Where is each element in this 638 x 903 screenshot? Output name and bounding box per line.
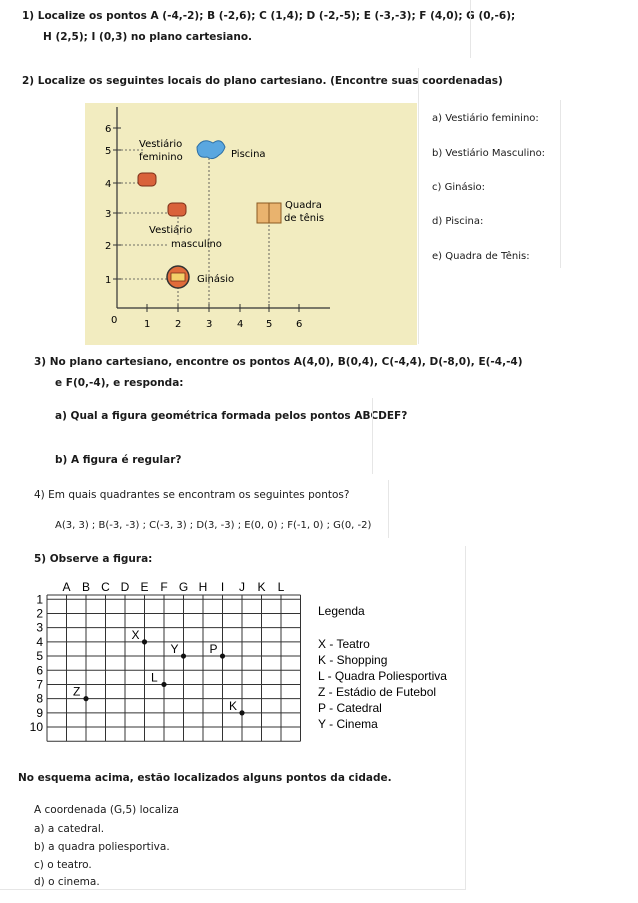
q5-point-x	[142, 639, 147, 644]
q5-point-k	[239, 710, 244, 715]
q1-box-edge	[470, 0, 471, 58]
q5-note: No esquema acima, estão localizados alguns pontos da cidade.	[18, 772, 392, 784]
q5-column-label: H	[198, 580, 208, 594]
q1-line1: 1) Localize os pontos A (-4,-2); B (-2,6); C (1,4); D (-2,-5); E (-3,-3); F (4,0); G (0,-6);	[22, 10, 516, 22]
q2-xtick-3: 3	[206, 319, 213, 330]
q2-label-piscina: Piscina	[231, 149, 266, 160]
q5-row-label: 9	[36, 705, 43, 720]
q5-column-label: L	[277, 580, 285, 594]
q5-row-label: 2	[36, 606, 43, 621]
q2-label-quadra-1: Quadra	[285, 200, 322, 211]
q1-line2: H (2,5); I (0,3) no plano cartesiano.	[43, 31, 253, 43]
q5-point-p	[220, 653, 225, 658]
q5-option-b: b) a quadra poliesportiva.	[34, 841, 170, 853]
q2-answer-d: d) Piscina:	[432, 216, 484, 227]
q2-ytick-5: 5	[105, 146, 112, 157]
q5-legend-item: P - Catedral	[318, 701, 382, 715]
q4-box-edge	[388, 480, 389, 538]
q3-box-edge	[372, 398, 373, 474]
q2-label-vestiario-masculino-2: masculino	[171, 239, 222, 250]
female-locker-icon	[138, 173, 156, 186]
q5-point-label: Z	[73, 684, 81, 699]
q5-row-label: 6	[36, 663, 43, 678]
male-locker-icon	[168, 203, 186, 216]
q4-points: A(3, 3) ; B(-3, -3) ; C(-3, 3) ; D(3, -3) ; E(0, 0) ; F(-1, 0) ; G(0, -2)	[55, 520, 372, 531]
q5-city-grid	[10, 578, 465, 753]
q5-point-y	[181, 653, 186, 658]
q5-row-label: 8	[36, 691, 43, 706]
q2-ytick-4: 4	[105, 179, 112, 190]
q5-option-c: c) o teatro.	[34, 859, 92, 871]
q4-title: 4) Em quais quadrantes se encontram os seguintes pontos?	[34, 489, 350, 501]
q5-point-label: Y	[170, 642, 179, 657]
q2-cartesian-figure	[85, 103, 417, 345]
q5-legend-item: Z - Estádio de Futebol	[318, 685, 437, 699]
q5-point-label: K	[229, 698, 238, 713]
q2-label-vestiario-feminino-2: feminino	[139, 152, 183, 163]
q3-question-b: b) A figura é regular?	[55, 454, 182, 466]
q2-chart-svg	[85, 103, 417, 345]
q2-xtick-2: 2	[175, 319, 182, 330]
q5-column-label: A	[62, 580, 71, 594]
q5-column-label: J	[239, 580, 245, 594]
q2-ytick-3: 3	[105, 209, 112, 220]
q5-column-label: C	[101, 580, 110, 594]
q5-option-d: d) o cinema.	[34, 876, 100, 888]
q5-legend-item: Y - Cinema	[318, 717, 378, 731]
q2-xtick-6: 6	[296, 319, 303, 330]
q5-legend-title: Legenda	[318, 604, 365, 618]
q5-column-label: E	[140, 580, 149, 594]
q5-column-label: D	[120, 580, 130, 594]
q5-row-label: 3	[36, 620, 43, 635]
q5-row-label: 1	[36, 592, 43, 607]
q5-box-edge	[465, 546, 466, 890]
q5-question: A coordenada (G,5) localiza	[34, 804, 179, 816]
q2-answer-c: c) Ginásio:	[432, 182, 486, 193]
q3-line2: e F(0,-4), e responda:	[55, 377, 184, 389]
q5-legend-item: X - Teatro	[318, 637, 370, 651]
q5-column-label: I	[220, 580, 225, 594]
q2-answer-a: a) Vestiário feminino:	[432, 113, 539, 124]
pool-icon	[197, 141, 225, 159]
q5-title: 5) Observe a figura:	[34, 553, 153, 565]
q3-line1: 3) No plano cartesiano, encontre os pontos A(4,0), B(0,4), C(-4,4), D(-8,0), E(-4,-4)	[34, 356, 523, 368]
q2-title: 2) Localize os seguintes locais do plano cartesiano. (Encontre suas coordenadas)	[22, 75, 503, 87]
q2-origin-label: 0	[111, 315, 118, 326]
q5-legend-item: K - Shopping	[318, 653, 388, 667]
q2-xtick-5: 5	[266, 319, 273, 330]
q3-question-a: a) Qual a figura geométrica formada pelos pontos ABCDEF?	[55, 410, 408, 422]
q5-legend-item: L - Quadra Poliesportiva	[318, 669, 447, 683]
q2-ytick-1: 1	[105, 275, 112, 286]
q5-point-label: L	[151, 670, 158, 685]
q5-box-bottom	[0, 889, 466, 890]
q5-column-label: K	[257, 580, 266, 594]
q2-label-vestiario-masculino-1: Vestiário	[149, 225, 193, 236]
q2-xtick-1: 1	[144, 319, 151, 330]
q5-column-label: F	[160, 580, 168, 594]
q2-answer-e: e) Quadra de Tênis:	[432, 251, 530, 262]
q5-column-label: B	[81, 580, 91, 594]
q5-row-label: 10	[29, 720, 43, 735]
q5-option-a: a) a catedral.	[34, 823, 105, 835]
q5-row-label: 7	[36, 677, 43, 692]
q5-column-label: G	[178, 580, 189, 594]
q2-ytick-2: 2	[105, 241, 112, 252]
q5-row-label: 5	[36, 649, 43, 664]
q5-point-l	[161, 682, 166, 687]
q2-ytick-6: 6	[105, 124, 112, 135]
q2-label-vestiario-feminino-1: Vestiário	[139, 139, 183, 150]
q2-label-quadra-2: de tênis	[284, 213, 325, 224]
q5-point-label: X	[131, 627, 140, 642]
q5-point-z	[83, 696, 88, 701]
q2-box-edge	[418, 68, 419, 344]
q2-label-ginasio: Ginásio	[197, 274, 235, 285]
q5-row-label: 4	[36, 634, 43, 649]
q2-xtick-4: 4	[237, 319, 244, 330]
q2-answers-box-edge	[560, 100, 561, 268]
q2-answer-b: b) Vestiário Masculino:	[432, 148, 546, 159]
q5-point-label: P	[209, 642, 218, 657]
